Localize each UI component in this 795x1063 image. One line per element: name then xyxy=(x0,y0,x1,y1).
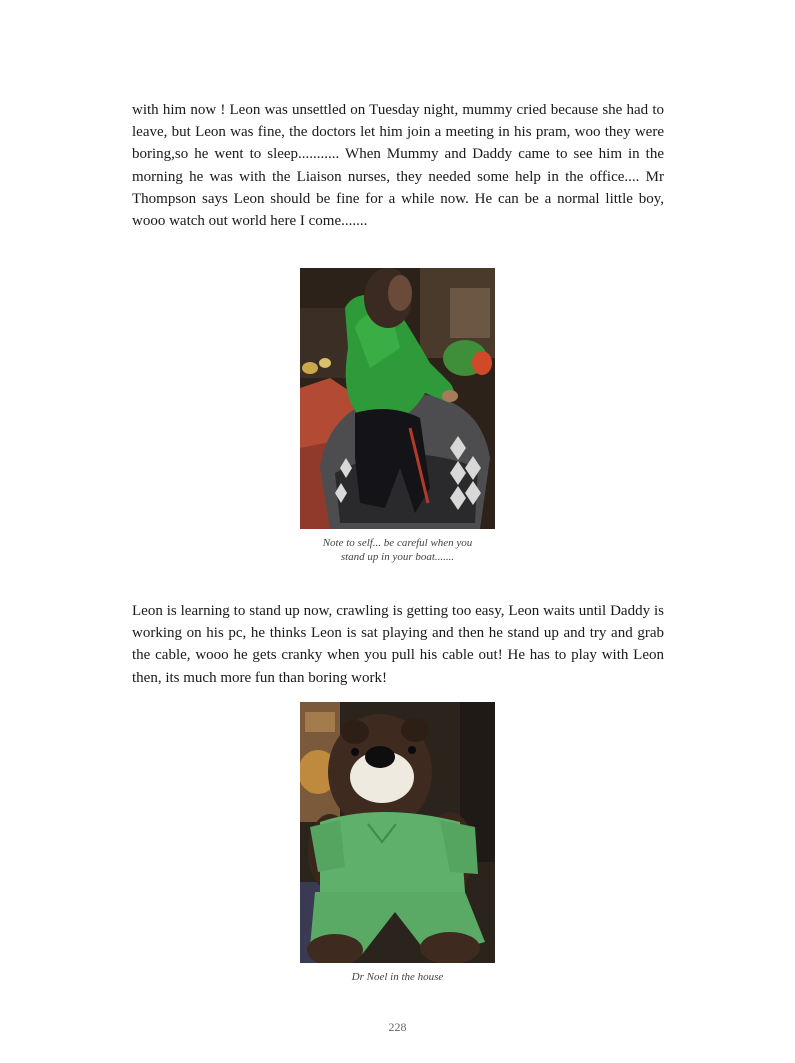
page-number: 228 xyxy=(388,1020,407,1034)
photo-baby-in-laundry-basket xyxy=(300,268,495,529)
photo-bear-illustration xyxy=(300,702,495,963)
photo-teddy-bear-in-scrubs xyxy=(300,702,495,963)
paragraph-2: Leon is learning to stand up now, crawling is getting too easy, Leon waits until Daddy is working on his pc, he thinks Leon is sat playing and then he stand up and try and grab the cable, wooo he gets cranky when you pull his cable out! He has to play with Leon then, its much more fun than boring work! xyxy=(132,603,664,686)
photo-baby-illustration xyxy=(300,268,495,529)
photo-caption-2: Dr Noel in the house xyxy=(351,971,444,983)
caption-line-2: stand up in your boat....... xyxy=(340,551,455,563)
caption-line-1: Note to self... be careful when you xyxy=(322,537,473,549)
paragraph-1: with him now ! Leon was unsettled on Tuesday night, mummy cried because she had to leave, but Leon was fine, the doctors let him join a meeting in his pram, woo they were boring,so he went to sleep........... When Mummy and Daddy came to see him in the morning he was with the Liaison nurses, they needed some help in the office.... Mr Thompson says Leon should be fine for a while now. He can be a normal little boy, wooo watch out world here I come....... xyxy=(132,102,664,230)
photo-caption-1 xyxy=(290,536,505,564)
